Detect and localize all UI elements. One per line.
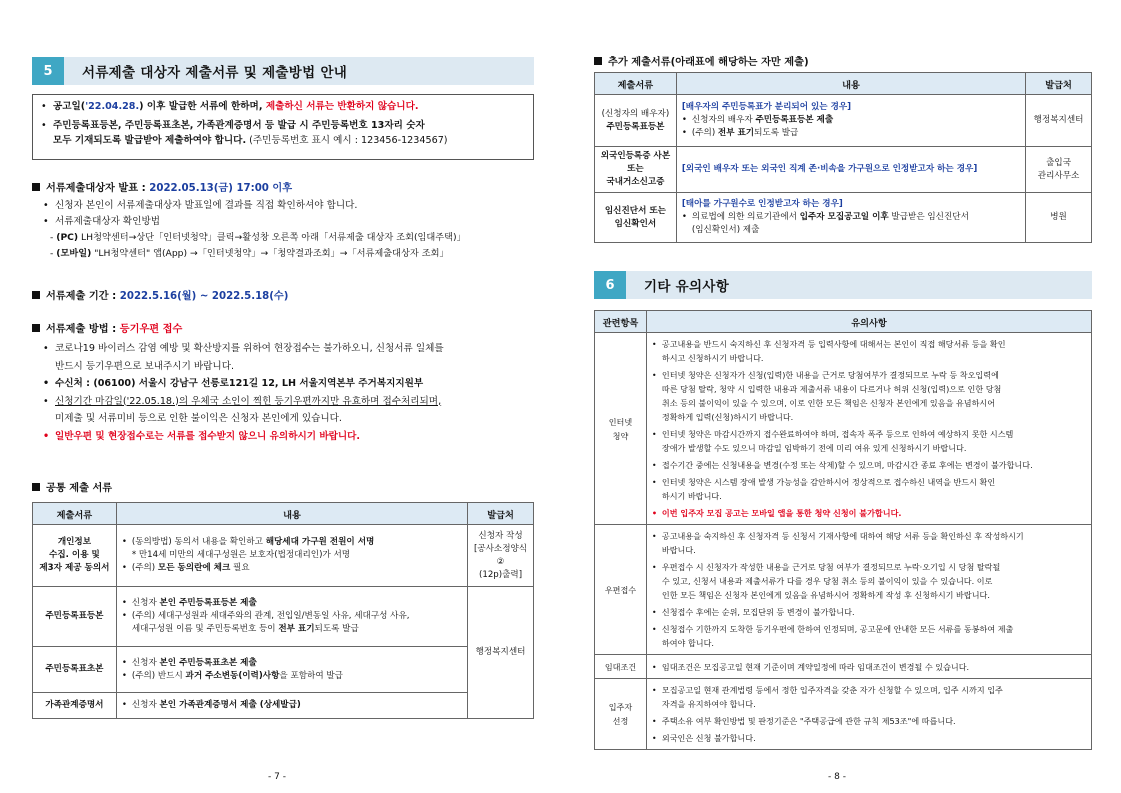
col-header: 관련항목 [595,311,647,333]
col-header: 내용 [676,73,1025,95]
section-number: 5 [32,57,64,85]
col-header: 제출서류 [33,503,117,525]
notice-line-1: • 공고일('22.04.28.) 이후 발급한 서류에 한하며, 제출하신 서류는 반환하지 않습니다. [41,99,525,114]
note-category: 임대조건 [595,655,647,679]
table-row [595,147,1092,193]
note-category: 우편접수 [595,525,647,655]
col-header: 발급처 [1026,73,1092,95]
notes-table [594,310,1092,750]
table-row [33,647,534,693]
doc-name: 임신진단서 또는 임신확인서 [595,193,677,243]
doc-issuer: 행정복지센터 [1026,95,1092,147]
doc-name: 주민등록표초본 [33,647,117,693]
section-6-header [594,271,1092,299]
notice-box [32,94,534,160]
method-heading: 서류제출 방법 : 등기우편 접수 [32,320,182,335]
common-heading: 공통 제출 서류 [32,479,112,494]
section-title: 서류제출 대상자 제출서류 및 제출방법 안내 [82,65,348,81]
col-header: 발급처 [468,503,534,525]
method-item-2: • 수신처 : (06100) 서울시 강남구 선릉로121길 12, LH 서울지역본부 주거복지지원부 [42,375,542,393]
table-row [595,679,1092,750]
note-category: 인터넷 청약 [595,333,647,525]
page-7 [28,0,538,793]
doc-name: 주민등록표등본 [33,587,117,647]
col-header: 유의사항 [646,311,1091,333]
note-content: • 임대조건은 모집공고일 현재 기준이며 계약일정에 따라 임대조건이 변경될 수 있습니다. [646,655,1091,679]
period-heading: 서류제출 기간 : 2022.5.16(월) ~ 2022.5.18(수) [32,287,288,302]
doc-issuer: 신청자 작성 [공사소정양식② (12p)출력] [468,525,534,587]
doc-content: • 신청자 본인 주민등록표초본 제출 • (주의) 반드시 과거 주소변동(이력)사항을 포함하여 발급 [116,647,467,693]
doc-name: (신청자의 배우자) 주민등록표등본 [595,95,677,147]
announce-item-2: • 서류제출대상자 확인방법 [42,214,542,230]
note-category: 입주자 선정 [595,679,647,750]
method-item-3: • 신청기간 마감일('22.05.18.)의 우체국 소인이 찍힌 등기우편까지만 유효하며 접수처리되며, 미제출 및 서류미비 등으로 인한 불이익은 신청자 본인에게 있습니다. [42,393,542,428]
doc-content: [외국인 배우자 또는 외국인 직계 존·비속을 가구원으로 인정받고자 하는 경우] [676,147,1025,193]
doc-issuer: 병원 [1026,193,1092,243]
page-8 [590,0,1092,793]
table-row [595,333,1092,525]
announce-sub-mobile: - (모바일) "LH청약센터" 앱(App) →「인터넷청약」→「청약결과조회」→「서류제출대상자 조회」 [50,248,449,259]
note-content: • 모집공고일 현재 관계법령 등에서 정한 입주자격을 갖춘 자가 신청할 수 있으며, 입주 시까지 입주 자격을 유지하여야 합니다. • 주택소유 여부 확인방법 및 판정기준은 "주택공급에 관한 규칙 제53조"에 따릅니다. • 외국인은 신청 불가합니다. [646,679,1091,750]
doc-name: 개인정보 수집. 이용 및 제3자 제공 동의서 [33,525,117,587]
page-number: - 7 - [268,772,286,782]
table-row [595,525,1092,655]
announce-sub-pc: - (PC) LH청약센터→상단「인터넷청약」클릭→활성창 오른쪽 아래「서류제출 대상자 조회(임대주택)」 [50,232,466,243]
doc-content: [배우자의 주민등록표가 분리되어 있는 경우] • 신청자의 배우자 주민등록표등본 제출 • (주의) 전부 표기되도록 발급 [676,95,1025,147]
extra-docs-table [594,72,1092,243]
doc-name: 가족관계증명서 [33,693,117,719]
extra-heading: 추가 제출서류(아래표에 해당하는 자만 제출) [594,53,809,68]
table-row [33,525,534,587]
doc-name: 외국인등록증 사본 또는 국내거소신고증 [595,147,677,193]
table-row [595,193,1092,243]
method-item-1: • 코로나19 바이러스 감염 예방 및 확산방지를 위하여 현장접수는 불가하오니, 신청서류 일체를 반드시 등기우편으로 보내주시기 바랍니다. [42,340,542,375]
note-content: • 공고내용을 숙지하신 후 신청자격 등 신청서 기재사항에 대하여 해당 서류 등을 확인하신 후 작성하시기 바랍니다. • 우편접수 시 신청자가 작성한 내용을 근거로 당첨 여부가 결정되므로 누락·오기입 시 당첨 탈락될 수 있고, 신청서 내용과 제출서류가 다를 경우 당첨 취소 등의 불이익이 있을 수 있습니다. 이로 인한 모든 책임은 신청자 본인에게 있음을 유념하시어 정확하게 작성 후 신청하시기 바랍니다. • 신청접수 후에는 순위, 모집단위 등 변경이 불가합니다. • 신청접수 기한까지 도착한 등기우편에 한하여 인정되며, 공고문에 안내한 모든 서류를 동봉하여 제출 하여야 합니다. [646,525,1091,655]
announce-heading: 서류제출대상자 발표 : 2022.05.13(금) 17:00 이후 [32,179,292,194]
section-number: 6 [594,271,626,299]
method-body [42,340,542,445]
doc-issuer: 출입국 관리사무소 [1026,147,1092,193]
doc-content: [태아를 가구원수로 인정받고자 하는 경우] • 의료법에 의한 의료기관에서 입주자 모집공고일 이후 발급받은 임신진단서 (임신확인서) 제출 [676,193,1025,243]
col-header: 제출서류 [595,73,677,95]
doc-issuer: 행정복지센터 [468,587,534,719]
table-row [33,693,534,719]
col-header: 내용 [116,503,467,525]
doc-content: • (동의방법) 동의서 내용을 확인하고 해당세대 가구원 전원이 서명 * 만14세 미만의 세대구성원은 보호자(법정대리인)가 서명 • (주의) 모든 동의란에 체크 필요 [116,525,467,587]
note-content: • 공고내용을 반드시 숙지하신 후 신청자격 등 입력사항에 대해서는 본인이 직접 해당서류 등을 확인 하시고 신청하시기 바랍니다. • 인터넷 청약은 신청자가 신청(입력)한 내용을 근거로 당첨여부가 결정되므로 누락 등 착오입력에 따른 당첨 탈락, 청약 시 입력한 내용과 제출서류 내용이 다르거나 허위 신청(입력)으로 인한 당첨 취소 등의 불이익이 있을 수 있으며, 이로 인한 모든 책임은 신청자 본인에게 있음을 유념하시어 정확하게 입력(신청)하시기 바랍니다. • 인터넷 청약은 마감시간까지 접수완료하여야 하며, 접속자 폭주 등으로 인하여 예상하지 못한 시스템 장애가 발생할 수도 있으니 마감일 임박하기 전에 미리 여유 있게 신청하시기 바랍니다. • 접수기간 중에는 신청내용을 변경(수정 또는 삭제)할 수 있으며, 마감시간 종료 후에는 변경이 불가합니다. • 인터넷 청약은 시스템 장애 발생 가능성을 감안하시어 정상적으로 접수하신 내역을 반드시 확인 하시기 바랍니다. • 이번 입주자 모집 공고는 모바일 앱을 통한 청약 신청이 불가합니다. [646,333,1091,525]
table-row [33,587,534,647]
doc-content: • 신청자 본인 가족관계증명서 제출 (상세발급) [116,693,467,719]
doc-content: • 신청자 본인 주민등록표등본 제출 • (주의) 세대구성원과 세대주와의 관계, 전입일/변동일 사유, 세대구성 사유, 세대구성원 이름 및 주민등록번호 등이 전부 표기되도록 발급 [116,587,467,647]
section-title: 기타 유의사항 [644,279,730,295]
section-5-header [32,57,534,85]
announce-item-1: • 신청자 본인이 서류제출대상자 발표일에 결과를 직접 확인하셔야 합니다. [42,198,542,214]
notice-line-2: • 주민등록표등본, 주민등록표초본, 가족관계증명서 등 발급 시 주민등록번호 13자리 숫자 모두 기재되도록 발급받아 제출하여야 합니다. (주민등록번호 표시 예시 : 123456-1234567) [41,118,525,148]
table-row [595,655,1092,679]
table-row [595,95,1092,147]
announce-body [42,198,542,262]
page-number: - 8 - [828,772,846,782]
common-docs-table [32,502,534,719]
method-item-4: • 일반우편 및 현장접수로는 서류를 접수받지 않으니 유의하시기 바랍니다. [42,428,542,446]
